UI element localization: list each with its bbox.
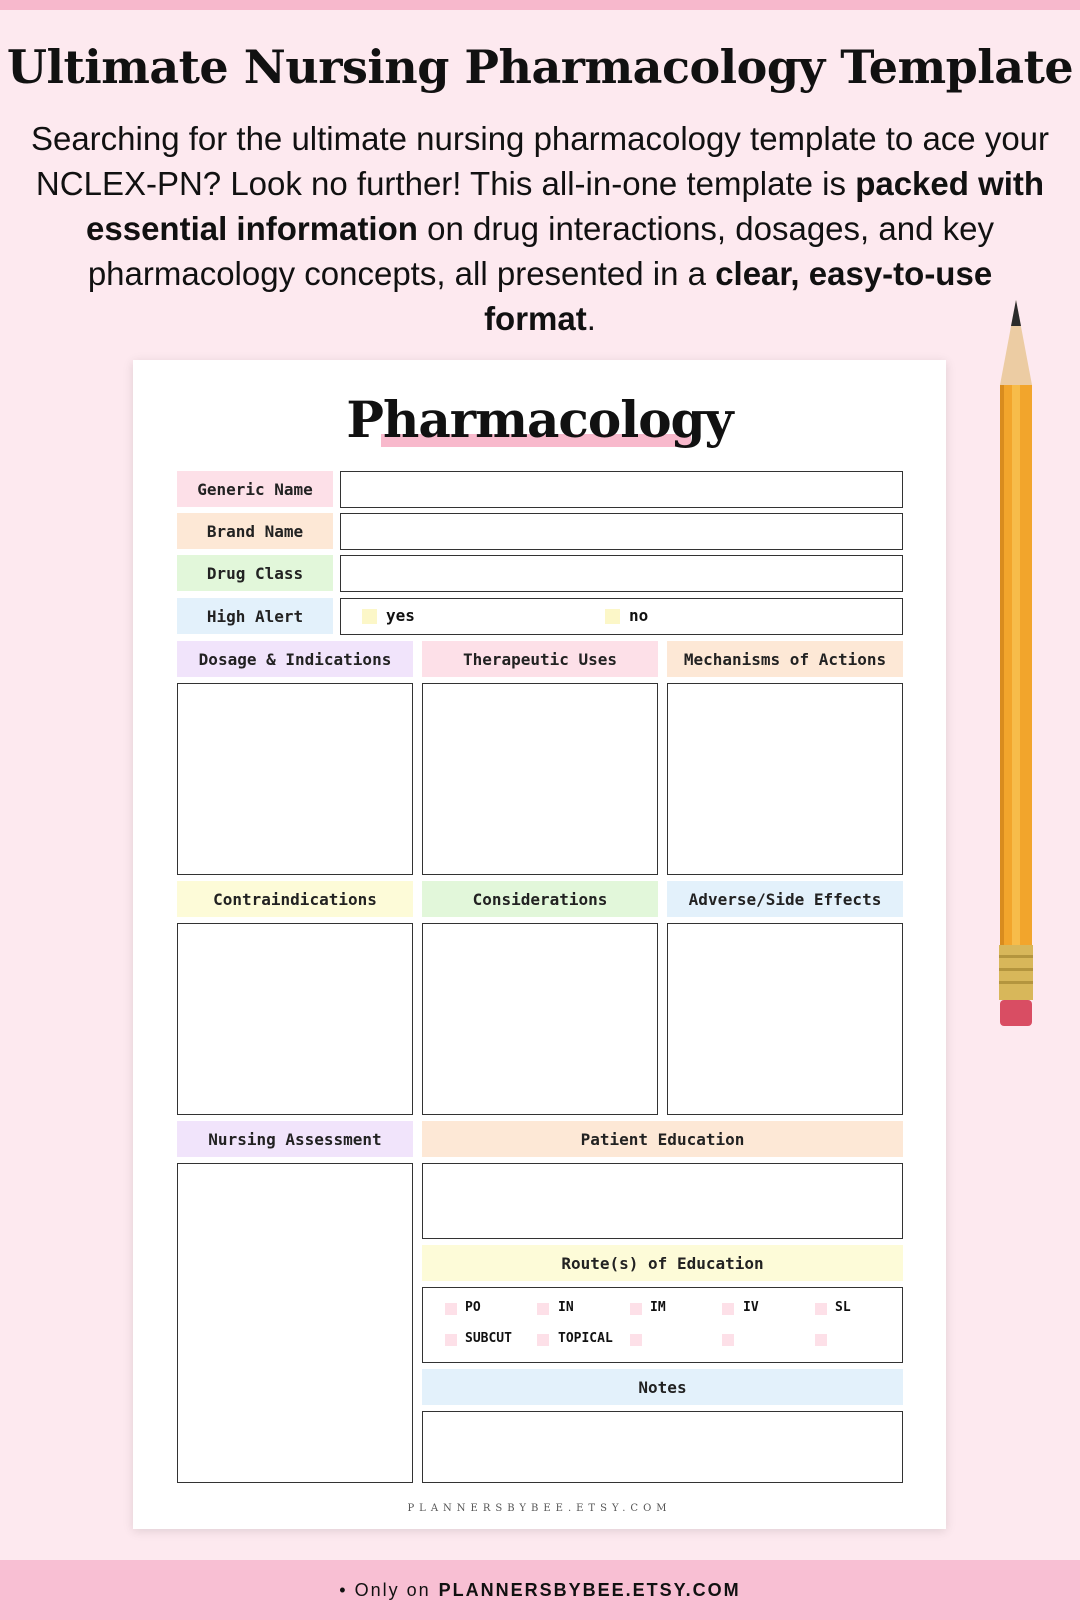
mechanisms-box[interactable] [667,683,903,875]
route-subcut-label: SUBCUT [465,1331,512,1346]
routes-box [422,1287,903,1363]
route-sl-checkbox[interactable] [815,1303,827,1315]
sheet-title: Pharmacology [346,390,733,449]
nursing-assessment-header: Nursing Assessment [177,1121,413,1157]
route-blank-checkbox[interactable] [815,1334,827,1346]
considerations-header: Considerations [422,881,658,917]
page-headline: Ultimate Nursing Pharmacology Template [6,40,1074,94]
route-topical-label: TOPICAL [558,1331,613,1346]
route-in-label: IN [558,1300,574,1315]
sheet-credit: PLANNERSBYBEE.ETSY.COM [407,1503,672,1514]
routes-header: Route(s) of Education [422,1245,903,1281]
route-po-label: PO [465,1300,481,1315]
route-blank-checkbox[interactable] [722,1334,734,1346]
bottom-banner [0,1560,1080,1620]
adverse-effects-header: Adverse/Side Effects [667,881,903,917]
adverse-effects-box[interactable] [667,923,903,1115]
route-blank-checkbox[interactable] [630,1334,642,1346]
high-alert-yes-checkbox[interactable] [362,609,377,624]
patient-education-box[interactable] [422,1163,903,1239]
worksheet-page [133,360,946,1529]
brand-name-field[interactable] [340,513,903,550]
high-alert-no-label: no [629,606,649,625]
nursing-assessment-box[interactable] [177,1163,413,1483]
dosage-indications-box[interactable] [177,683,413,875]
notes-header: Notes [422,1369,903,1405]
pencil-illustration [996,300,1036,1030]
route-im-label: IM [650,1300,666,1315]
route-im-checkbox[interactable] [630,1303,642,1315]
high-alert-label: High Alert [177,598,333,634]
route-subcut-checkbox[interactable] [445,1334,457,1346]
mechanisms-header: Mechanisms of Actions [667,641,903,677]
intro-text-2: on drug interactions, dosages, and key pharmacology concepts, all presented in a [87,210,994,292]
considerations-box[interactable] [422,923,658,1115]
bottom-banner-prefix: • Only on [339,1579,431,1600]
generic-name-field[interactable] [340,471,903,508]
route-iv-checkbox[interactable] [722,1303,734,1315]
therapeutic-uses-header: Therapeutic Uses [422,641,658,677]
brand-name-label: Brand Name [177,513,333,549]
intro-bold-1: packed with essential information [86,165,1045,247]
intro-text-3: . [586,300,596,337]
patient-education-header: Patient Education [422,1121,903,1157]
drug-class-label: Drug Class [177,555,333,591]
intro-bold-2: clear, easy-to-use format [484,255,993,337]
generic-name-label: Generic Name [177,471,333,507]
contraindications-box[interactable] [177,923,413,1115]
top-accent-bar [0,0,1080,10]
route-po-checkbox[interactable] [445,1303,457,1315]
dosage-indications-header: Dosage & Indications [177,641,413,677]
high-alert-no-checkbox[interactable] [605,609,620,624]
route-in-checkbox[interactable] [537,1303,549,1315]
high-alert-yes-label: yes [386,606,415,625]
intro-paragraph [30,116,1050,341]
notes-box[interactable] [422,1411,903,1483]
contraindications-header: Contraindications [177,881,413,917]
drug-class-field[interactable] [340,555,903,592]
therapeutic-uses-box[interactable] [422,683,658,875]
intro-text-1: Searching for the ultimate nursing pharmacology template to ace your NCLEX-PN? Look no further! This all-in-one template is [30,120,1050,202]
route-sl-label: SL [835,1300,851,1315]
high-alert-field [340,598,903,635]
bottom-banner-site-link[interactable]: PLANNERSBYBEE.ETSY.COM [438,1579,741,1600]
route-topical-checkbox[interactable] [537,1334,549,1346]
route-iv-label: IV [743,1300,759,1315]
